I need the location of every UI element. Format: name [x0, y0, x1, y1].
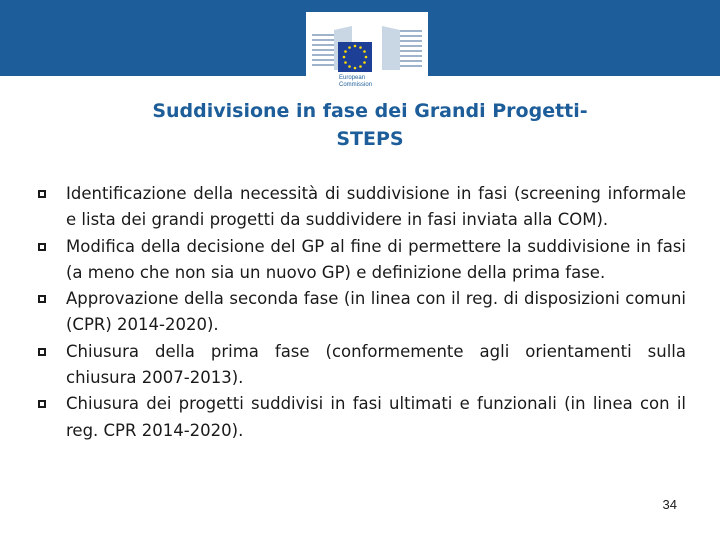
- slide-title: [60, 97, 680, 153]
- bullet-text: Approvazione della seconda fase (in linea con il reg. di disposizioni comuni (CPR) 2014-2020).: [66, 289, 686, 335]
- bullet-text: Identificazione della necessità di suddivisione in fasi (screening informale e lista dei grandi progetti da suddividere in fasi inviata alla COM).: [66, 184, 686, 230]
- bullet-text: Chiusura dei progetti suddivisi in fasi ultimati e funzionali (in linea con il reg. CPR 2014-2020).: [66, 394, 686, 440]
- logo-text-line2: Commission: [339, 82, 373, 88]
- slide-title-line1: Suddivisione in fase dei Grandi Progetti-: [152, 100, 588, 122]
- square-bullet-icon: [38, 400, 46, 408]
- square-bullet-icon: [38, 295, 46, 303]
- bullet-text: Chiusura della prima fase (conformemente agli orientamenti sulla chiusura 2007-2013).: [66, 341, 686, 388]
- bullet-item: [38, 181, 686, 234]
- square-bullet-icon: [38, 348, 46, 356]
- square-bullet-icon: [38, 243, 46, 251]
- bullet-item: [38, 391, 686, 444]
- slide-title-line2: STEPS: [336, 128, 404, 150]
- bullet-item: [38, 234, 686, 287]
- square-bullet-icon: [38, 190, 46, 198]
- page-number: 34: [662, 497, 677, 512]
- bullet-item: [38, 286, 686, 339]
- logo-text-line1: European: [339, 75, 366, 81]
- bullet-item: [38, 339, 686, 392]
- bullet-list: [38, 181, 686, 444]
- bullet-text: Modifica della decisione del GP al fine di permettere la suddivisione in fasi (a meno che non sia un nuovo GP) e definizione della prima fase.: [66, 236, 686, 282]
- logo-label: [339, 75, 399, 89]
